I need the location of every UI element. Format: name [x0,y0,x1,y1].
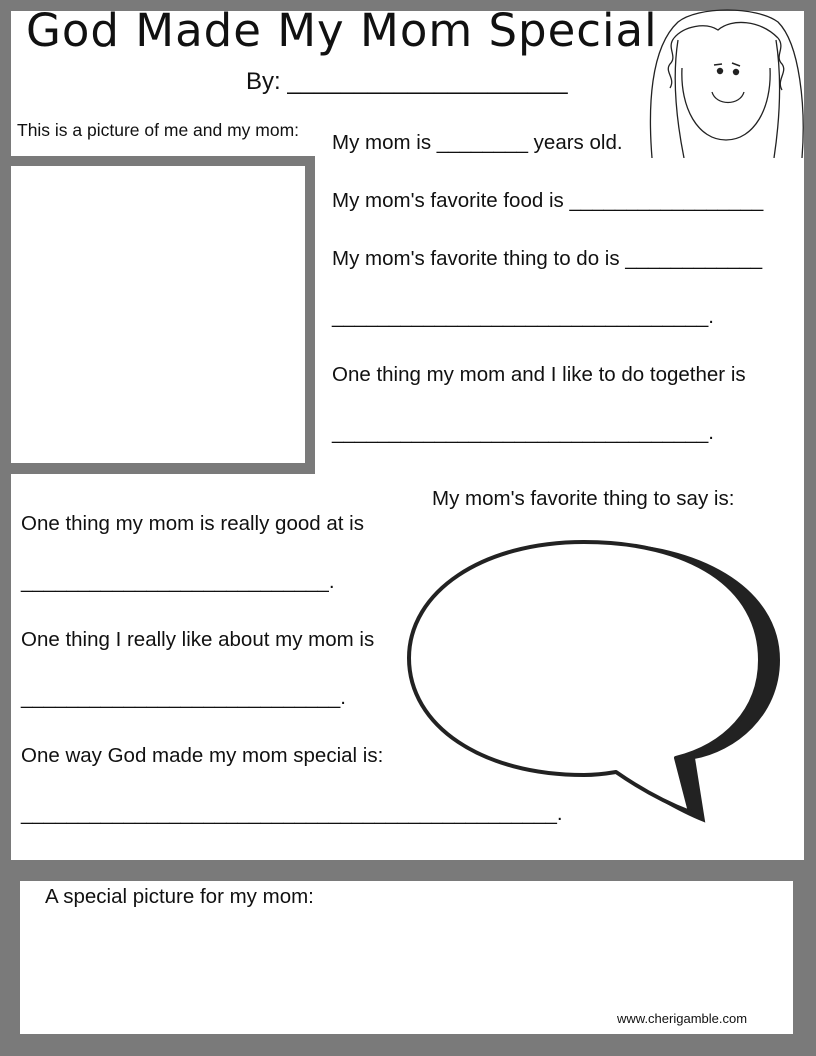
photo-caption: This is a picture of me and my mom: [17,120,300,140]
byline-field[interactable]: By: _____________________ [246,68,568,95]
prompt-saying: My mom's favorite thing to say is: [432,487,735,510]
prompt-thing-to-do-line[interactable]: _________________________________. [332,305,714,328]
prompt-like-about: One thing I really like about my mom is [21,628,375,651]
prompt-food[interactable]: My mom's favorite food is _________________ [332,189,764,212]
special-picture-label: A special picture for my mom: [45,885,314,908]
page-title: God Made My Mom Special [26,4,658,57]
prompt-special-line[interactable]: _______________________________________________. [21,802,563,825]
prompt-good-at: One thing my mom is really good at is [21,512,364,535]
prompt-age[interactable]: My mom is ________ years old. [332,131,623,154]
mom-face-illustration [648,8,806,158]
prompt-like-about-line[interactable]: ____________________________. [21,686,346,709]
prompt-good-at-line[interactable]: ___________________________. [21,570,335,593]
prompt-together-line[interactable]: _________________________________. [332,421,714,444]
prompt-thing-to-do[interactable]: My mom's favorite thing to do is ____________ [332,247,763,270]
photo-box[interactable] [11,166,305,463]
website-credit: www.cherigamble.com [617,1011,748,1026]
speech-bubble-icon[interactable] [404,536,784,826]
prompt-together: One thing my mom and I like to do together is [332,363,746,386]
prompt-special: One way God made my mom special is: [21,744,384,767]
